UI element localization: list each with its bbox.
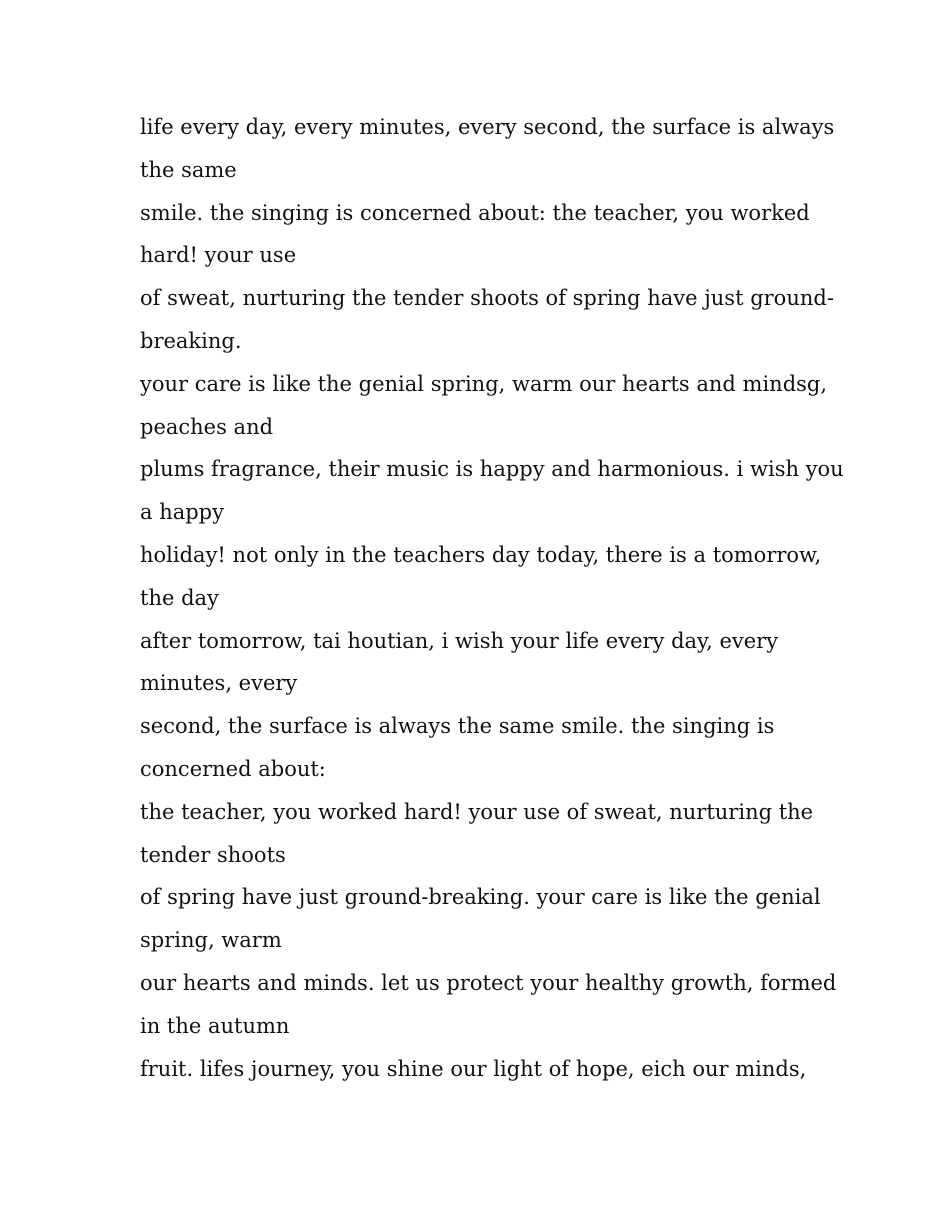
text-line: in the autumn xyxy=(140,1013,290,1038)
text-line: the same xyxy=(140,157,237,182)
text-line: the teacher, you worked hard! your use of sweat, nurturing the xyxy=(140,799,814,824)
text-line: of sweat, nurturing the tender shoots of spring have just ground- xyxy=(140,286,834,311)
text-line: the day xyxy=(140,585,219,610)
text-line: tender shoots xyxy=(140,842,286,867)
text-line: breaking. xyxy=(140,328,242,353)
text-line: spring, warm xyxy=(140,928,282,953)
text-line: your care is like the genial spring, warm our hearts and mindsg, xyxy=(140,371,828,396)
text-line: of spring have just ground-breaking. your care is like the genial xyxy=(140,885,821,910)
text-line: life every day, every minutes, every second, the surface is always xyxy=(140,115,835,139)
text-line: minutes, every xyxy=(140,671,298,696)
text-line: fruit. lifes journey, you shine our light of hope, eich our minds, xyxy=(140,1056,807,1081)
text-line: holiday! not only in the teachers day today, there is a tomorrow, xyxy=(140,542,822,567)
text-line: our hearts and minds. let us protect your healthy growth, formed xyxy=(140,970,837,995)
document-body xyxy=(140,106,844,1090)
text-line: concerned about: xyxy=(140,756,326,781)
text-line: hard! your use xyxy=(140,243,297,268)
text-line: second, the surface is always the same smile. the singing is xyxy=(140,714,775,739)
text-line: smile. the singing is concerned about: the teacher, you worked xyxy=(140,200,810,225)
text-line: a happy xyxy=(140,500,224,525)
text-line: plums fragrance, their music is happy and harmonious. i wish you xyxy=(140,457,844,482)
text-line: peaches and xyxy=(140,414,274,439)
text-line: after tomorrow, tai houtian, i wish your life every day, every xyxy=(140,628,779,653)
